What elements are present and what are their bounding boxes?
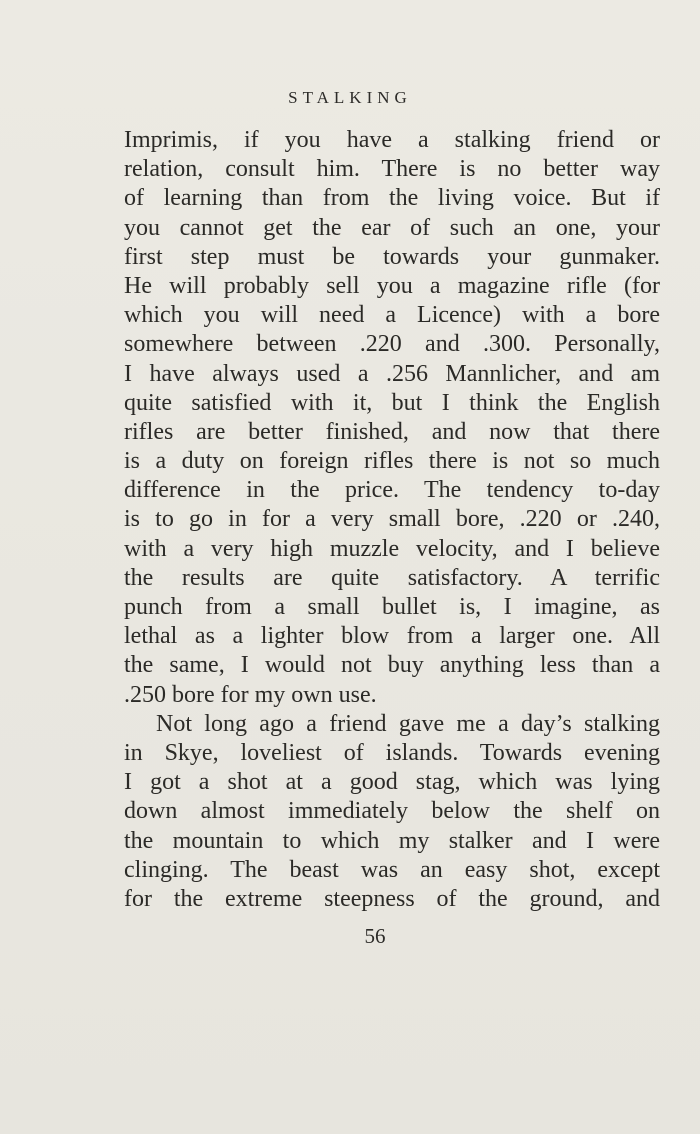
text-line: clinging. The beast was an easy shot, except <box>124 856 660 883</box>
body-text <box>124 126 660 914</box>
text-line: Imprimis, if you have a stalking friend or <box>124 127 660 153</box>
text-line: Not long ago a friend gave me a day’s stalking <box>156 710 660 737</box>
text-line: lethal as a lighter blow from a larger one. All <box>124 623 660 650</box>
text-line: rifles are better finished, and now that there <box>124 418 660 445</box>
text-line: you cannot get the ear of such an one, your <box>124 214 660 241</box>
text-line: in Skye, loveliest of islands. Towards evening <box>124 739 660 766</box>
text-line: .250 bore for my own use. <box>124 681 377 708</box>
text-line: I got a shot at a good stag, which was lying <box>124 769 660 796</box>
text-line: punch from a small bullet is, I imagine, as <box>124 594 660 620</box>
text-line: relation, consult him. There is no better way <box>124 156 660 183</box>
text-line: of learning than from the living voice. But if <box>124 185 660 212</box>
text-line: the results are quite satisfactory. A terrific <box>124 564 660 591</box>
text-line: is a duty on foreign rifles there is not so much <box>124 448 660 475</box>
page-number: 56 <box>364 924 386 948</box>
text-line: difference in the price. The tendency to-day <box>124 477 660 504</box>
text-line: which you will need a Licence) with a bore <box>124 302 660 329</box>
paragraph-2 <box>124 710 660 914</box>
text-line: quite satisfied with it, but I think the English <box>124 389 660 416</box>
running-head: STALKING <box>288 88 412 107</box>
text-line: the mountain to which my stalker and I were <box>124 827 660 854</box>
text-line: He will probably sell you a magazine rifle (for <box>124 272 660 299</box>
text-line: for the extreme steepness of the ground, and <box>124 885 660 912</box>
text-line: first step must be towards your gunmaker. <box>124 243 660 270</box>
paragraph-1 <box>124 126 660 710</box>
text-line: I have always used a .256 Mannlicher, and am <box>124 360 660 387</box>
text-line: down almost immediately below the shelf on <box>124 798 660 825</box>
text-line: somewhere between .220 and .300. Personally, <box>124 331 660 358</box>
text-line: is to go in for a very small bore, .220 or .240, <box>124 506 660 533</box>
text-line: the same, I would not buy anything less than a <box>124 652 660 679</box>
text-line: with a very high muzzle velocity, and I believe <box>124 535 660 562</box>
